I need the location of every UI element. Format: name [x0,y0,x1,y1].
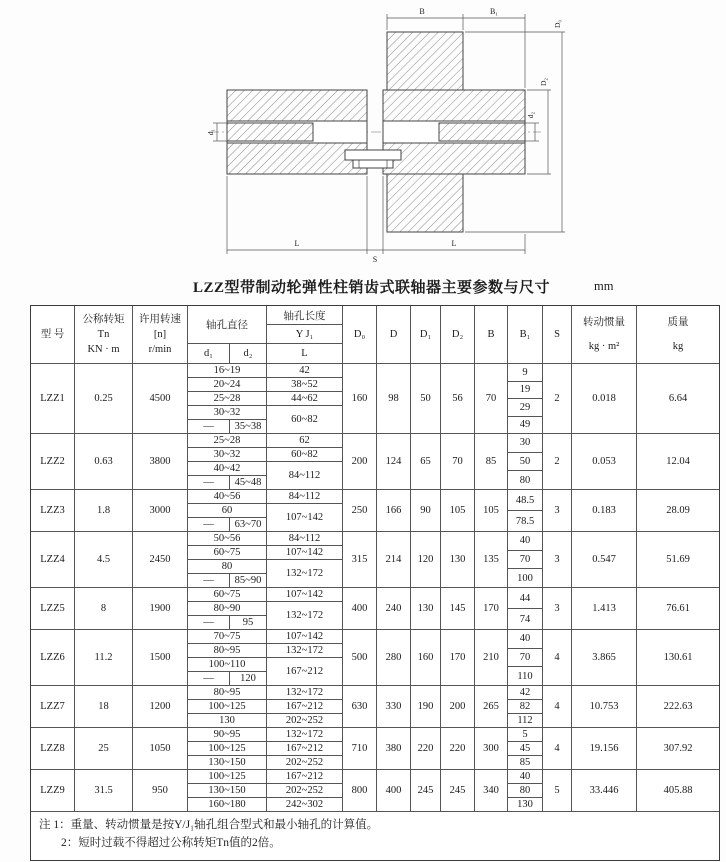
bore-d-cell: 130~150 [188,756,267,770]
bore-d1-cell: — [188,518,230,532]
bore-length-cell: 202~252 [267,784,343,798]
bore-length-cell: 167~212 [267,700,343,714]
inertia-cell: 19.156 [572,728,637,770]
model-cell: LZZ9 [31,770,75,812]
bore-length-cell: 107~142 [267,588,343,602]
speed-cell: 950 [133,770,188,812]
header-col-d: D [377,306,411,363]
b1-cell: 40 [508,630,543,649]
b1-grid [508,588,543,630]
d0-cell: 250 [343,490,377,532]
speed-cell: 1900 [133,588,188,630]
bore-d-cell: 130~150 [188,784,267,798]
torque-cell: 0.63 [75,434,133,490]
spec-table [30,305,720,861]
d1-cell: 120 [411,532,441,588]
b1-cell: 40 [508,770,543,784]
bore-length-cell: 202~252 [267,714,343,728]
d-cell: 280 [377,630,411,686]
d1-cell: 160 [411,630,441,686]
inertia-cell: 33.446 [572,770,637,812]
torque-cell: 4.5 [75,532,133,588]
d2-cell: 56 [441,364,475,434]
d-cell: 400 [377,770,411,812]
b1-cell: 130 [508,798,543,812]
header-torque: 公称转矩 Tn KN · m [75,306,133,363]
right-shaft [439,123,525,141]
b1-cell: 45 [508,742,543,756]
model-cell: LZZ7 [31,686,75,728]
bore-d-cell: 100~125 [188,742,267,756]
speed-cell: 3800 [133,434,188,490]
header-col-d1: D₁ [411,306,441,363]
b-cell: 340 [475,770,508,812]
torque-cell: 31.5 [75,770,133,812]
bore-d2-cell: 45~48 [230,476,267,490]
bore-d2-cell: 63~70 [230,518,267,532]
bore-length-cell: 62 [267,434,343,448]
dim-label-d0cap: D₀ [553,19,562,29]
d0-cell: 160 [343,364,377,434]
b1-cell: 70 [508,551,543,570]
bore-d1-cell: — [188,616,230,630]
header-bore-dia-label: 轴孔直径 [188,306,266,344]
d1-cell: 245 [411,770,441,812]
table-header [31,306,719,364]
bore-d-cell: 40~42 [188,462,267,476]
b1-grid [508,630,543,686]
bore-d-cell: 80~95 [188,686,267,700]
b1-grid [508,434,543,490]
mass-cell: 405.88 [637,770,719,812]
mass-cell: 76.61 [637,588,719,630]
b-cell: 265 [475,686,508,728]
mass-cell: 12.04 [637,434,719,490]
table-row [31,532,719,588]
bore-length-cell: 202~252 [267,756,343,770]
mass-cell: 6.64 [637,364,719,434]
d-cell: 380 [377,728,411,770]
model-cell: LZZ3 [31,490,75,532]
b1-cell: 42 [508,686,543,700]
d0-cell: 400 [343,588,377,630]
bore-d-cell: 60~75 [188,546,267,560]
bore-length-cell: 167~212 [267,742,343,756]
d0-cell: 315 [343,532,377,588]
header-l: L [301,348,308,359]
header-bore-len-label: 轴孔长度 [267,306,342,325]
b1-cell: 50 [508,453,543,472]
b1-cell: 80 [508,471,543,490]
b-cell: 210 [475,630,508,686]
header-mass: 质量 kg [667,316,689,352]
d2-cell: 105 [441,490,475,532]
inertia-cell: 1.413 [572,588,637,630]
d2-cell: 130 [441,532,475,588]
speed-cell: 4500 [133,364,188,434]
speed-cell: 3000 [133,490,188,532]
header-bore-len [267,306,343,363]
bore-grid [188,770,343,812]
header-model: 型 号 [31,306,75,363]
b1-cell: 5 [508,728,543,742]
bore-d-cell: 25~28 [188,392,267,406]
model-cell: LZZ1 [31,364,75,434]
b1-cell: 19 [508,382,543,400]
bore-d-cell: 30~32 [188,448,267,462]
s-cell: 2 [543,434,572,490]
elastic-pin [345,150,401,160]
bore-length-cell: 132~172 [267,686,343,700]
s-cell: 4 [543,728,572,770]
bore-d1-cell: — [188,574,230,588]
header-col-d2: D₂ [441,306,475,363]
header-inertia: 转动惯量 kg · m² [572,306,637,363]
bore-d-cell: 70~75 [188,630,267,644]
d-cell: 98 [377,364,411,434]
page-title: LZZ型带制动轮弹性柱销齿式联轴器主要参数与尺寸 [193,280,551,296]
mass-cell: 222.63 [637,686,719,728]
mass-cell: 130.61 [637,630,719,686]
b1-cell: 29 [508,399,543,417]
b-cell: 170 [475,588,508,630]
bore-length-cell: 107~142 [267,546,343,560]
bore-d-cell: 90~95 [188,728,267,742]
left-shaft [227,123,313,141]
bore-d-cell: 100~110 [188,658,267,672]
brake-drum-top [387,32,463,90]
d2-cell: 145 [441,588,475,630]
s-cell: 3 [543,532,572,588]
inertia-cell: 0.547 [572,532,637,588]
d0-cell: 630 [343,686,377,728]
table-row [31,630,719,686]
bore-d-cell: 80 [188,560,267,574]
bore-d2-cell: 120 [230,672,267,686]
bore-length-cell: 167~212 [267,770,343,784]
table-row [31,588,719,630]
header-col-b1: B₁ [508,306,543,363]
model-cell: LZZ6 [31,630,75,686]
d1-cell: 190 [411,686,441,728]
table-row [31,686,719,728]
brake-drum-bottom [387,174,463,232]
d-cell: 240 [377,588,411,630]
s-cell: 4 [543,686,572,728]
bore-length-cell: 60~82 [267,448,343,462]
b1-cell: 80 [508,784,543,798]
b1-cell: 82 [508,700,543,714]
d2-cell: 200 [441,686,475,728]
footnote-1: 注 1：重量、转动惯量是按Y/J₁轴孔组合型式和最小轴孔的计算值。 [39,819,379,831]
bore-grid [188,490,343,532]
bore-d1-cell: — [188,672,230,686]
coupling-drawing [0,2,726,270]
dim-label-s: S [372,255,378,264]
d2-cell: 220 [441,728,475,770]
bore-grid [188,686,343,728]
d1-cell: 65 [411,434,441,490]
bore-grid [188,728,343,770]
b1-cell: 30 [508,434,543,453]
d2-cell: 70 [441,434,475,490]
footnote-2: 2：短时过载不得超过公称转矩Tn值的2倍。 [61,836,281,849]
speed-cell: 1050 [133,728,188,770]
inertia-cell: 3.865 [572,630,637,686]
bore-d-cell: 30~32 [188,406,267,420]
bore-length-cell: 132~172 [267,728,343,742]
bore-d-cell: 16~19 [188,364,267,378]
bore-d-cell: 80~95 [188,644,267,658]
coupling-cross-section [205,2,577,270]
header-col-s: S [543,306,572,363]
bore-d-cell: 25~28 [188,434,267,448]
b1-cell: 100 [508,569,543,588]
d0-cell: 500 [343,630,377,686]
b1-cell: 44 [508,588,543,609]
bore-length-cell: 84~112 [267,532,343,546]
bore-d-cell: 100~125 [188,700,267,714]
bore-grid [188,532,343,588]
b1-cell: 85 [508,756,543,770]
d-cell: 166 [377,490,411,532]
dim-label-b: B [419,7,425,16]
footnotes [31,812,719,860]
d1-cell: 220 [411,728,441,770]
d-cell: 330 [377,686,411,728]
inertia-cell: 0.183 [572,490,637,532]
b1-grid [508,770,543,812]
s-cell: 3 [543,490,572,532]
table-row [31,490,719,532]
torque-cell: 0.25 [75,364,133,434]
bore-d2-cell: 85~90 [230,574,267,588]
d0-cell: 200 [343,434,377,490]
bore-length-cell: 107~142 [267,504,343,532]
s-cell: 5 [543,770,572,812]
b-cell: 85 [475,434,508,490]
b1-cell: 70 [508,649,543,668]
bore-d-cell: 160~180 [188,798,267,812]
model-cell: LZZ5 [31,588,75,630]
header-speed: 许用转速 [n] r/min [133,306,188,363]
bore-d-cell: 20~24 [188,378,267,392]
b1-cell: 48.5 [508,490,543,511]
d0-cell: 800 [343,770,377,812]
mass-cell: 28.09 [637,490,719,532]
model-cell: LZZ4 [31,532,75,588]
torque-cell: 18 [75,686,133,728]
header-d1: d₁ [188,344,230,363]
dim-label-l-right: L [451,239,457,248]
dim-label-d1: d₁ [206,128,215,136]
b1-cell: 74 [508,609,543,630]
d2-cell: 170 [441,630,475,686]
header-col-d0: D₀ [343,306,377,363]
b1-grid [508,728,543,770]
bore-length-cell: 167~212 [267,658,343,686]
bore-d-cell: 40~56 [188,490,267,504]
bore-length-cell: 42 [267,364,343,378]
b1-cell: 112 [508,714,543,728]
bore-length-cell: 107~142 [267,630,343,644]
table-row [31,770,719,812]
speed-cell: 1200 [133,686,188,728]
bore-grid [188,588,343,630]
s-cell: 3 [543,588,572,630]
table-row [31,728,719,770]
mass-cell: 307.92 [637,728,719,770]
header-yj: Y J₁ [267,325,342,344]
torque-cell: 25 [75,728,133,770]
bore-d1-cell: — [188,476,230,490]
b-cell: 300 [475,728,508,770]
bore-d2-cell: 95 [230,616,267,630]
dim-label-b1: B₁ [489,7,499,16]
bore-d-cell: 50~56 [188,532,267,546]
header-bore-dia [188,306,267,363]
b1-cell: 110 [508,667,543,686]
bore-length-cell: 132~172 [267,602,343,630]
header-d2: d₂ [243,348,253,359]
d1-cell: 130 [411,588,441,630]
bore-length-cell: 84~112 [267,462,343,490]
model-cell: LZZ8 [31,728,75,770]
table-row [31,364,719,434]
d1-cell: 50 [411,364,441,434]
b1-cell: 40 [508,532,543,551]
d0-cell: 710 [343,728,377,770]
model-cell: LZZ2 [31,434,75,490]
dim-label-d2: d₂ [526,111,535,119]
bore-length-cell: 242~302 [267,798,343,812]
s-cell: 2 [543,364,572,434]
bore-d-cell: 80~90 [188,602,267,616]
b-cell: 105 [475,490,508,532]
d-cell: 124 [377,434,411,490]
b1-grid [508,532,543,588]
bore-grid [188,434,343,490]
b1-cell: 49 [508,417,543,435]
dim-label-l-left: L [294,239,300,248]
torque-cell: 11.2 [75,630,133,686]
inertia-cell: 0.053 [572,434,637,490]
bore-d-cell: 100~125 [188,770,267,784]
header-col-b: B [475,306,508,363]
bore-d-cell: 60 [188,504,267,518]
bore-grid [188,364,343,434]
b1-cell: 9 [508,364,543,382]
bore-grid [188,630,343,686]
table-body [31,364,719,812]
dim-label-d2cap: D₂ [539,77,548,87]
unit-label: mm [594,279,614,293]
b1-grid [508,364,543,434]
b1-grid [508,490,543,532]
bore-d-cell: 60~75 [188,588,267,602]
d1-cell: 90 [411,490,441,532]
d2-cell: 245 [441,770,475,812]
speed-cell: 1500 [133,630,188,686]
bore-length-cell: 84~112 [267,490,343,504]
b-cell: 135 [475,532,508,588]
inertia-cell: 10.753 [572,686,637,728]
table-row [31,434,719,490]
torque-cell: 8 [75,588,133,630]
bore-d2-cell: 35~38 [230,420,267,434]
d-cell: 214 [377,532,411,588]
bore-d1-cell: — [188,420,230,434]
bore-length-cell: 132~172 [267,644,343,658]
mass-cell: 51.69 [637,532,719,588]
bore-length-cell: 38~52 [267,378,343,392]
b-cell: 70 [475,364,508,434]
bore-length-cell: 60~82 [267,406,343,434]
bore-length-cell: 44~62 [267,392,343,406]
bore-length-cell: 132~172 [267,560,343,588]
bore-d-cell: 130 [188,714,267,728]
speed-cell: 2450 [133,532,188,588]
s-cell: 4 [543,630,572,686]
b1-grid [508,686,543,728]
torque-cell: 1.8 [75,490,133,532]
inertia-cell: 0.018 [572,364,637,434]
b1-cell: 78.5 [508,511,543,532]
